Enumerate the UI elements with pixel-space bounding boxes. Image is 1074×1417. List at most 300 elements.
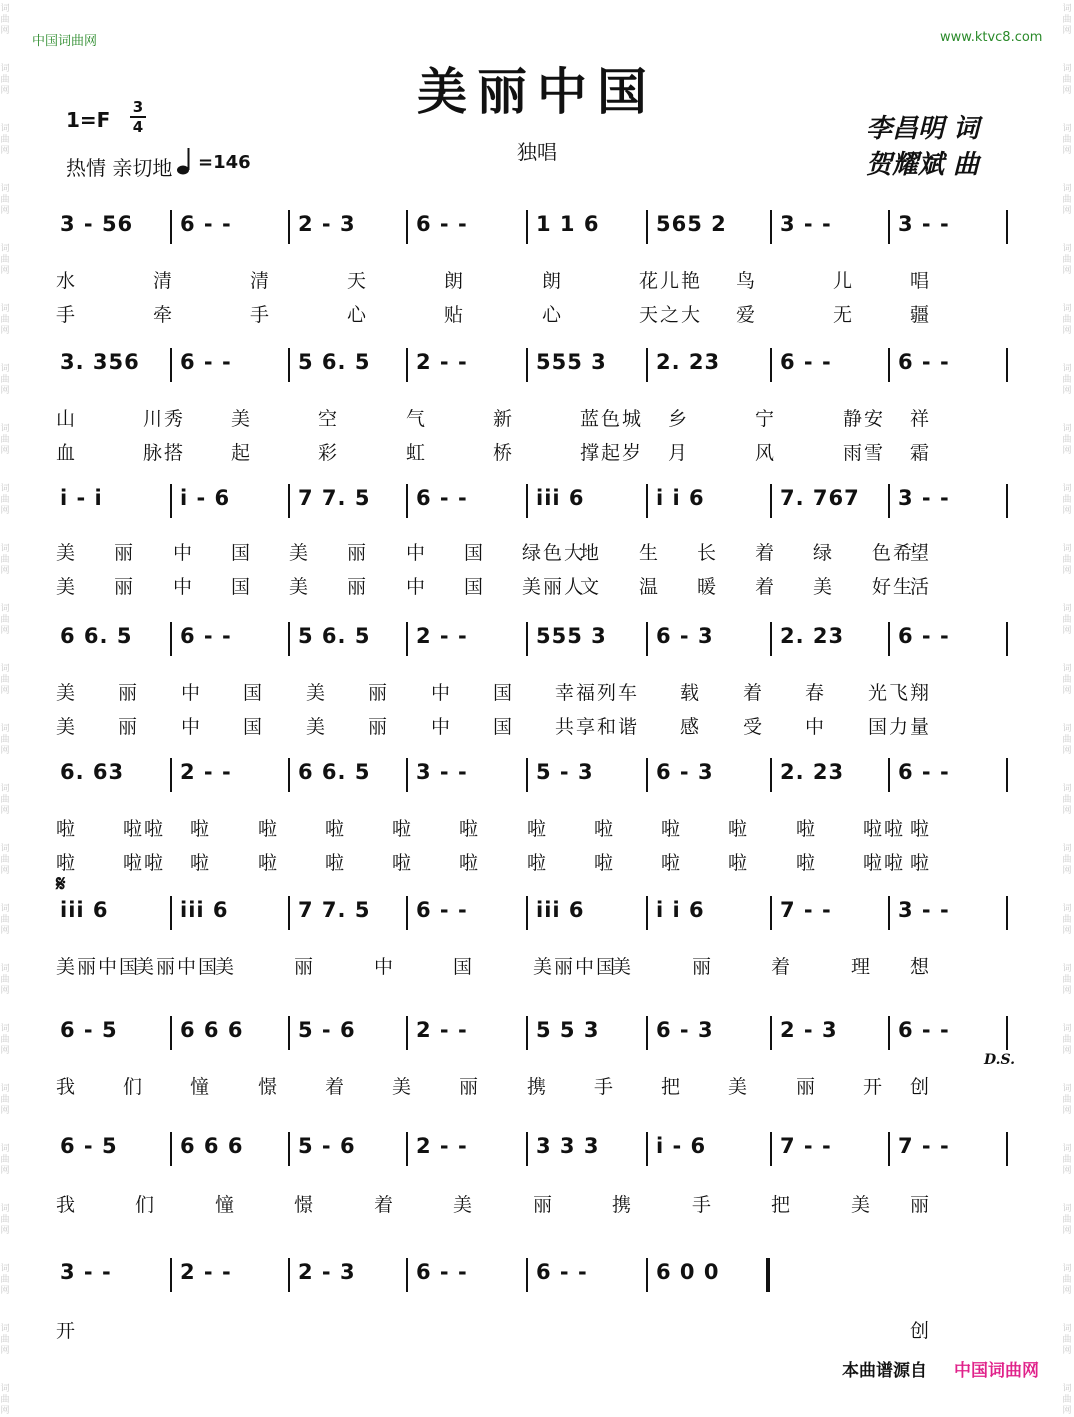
lyric-word: 感 [680, 716, 702, 738]
lyric-word: 色希 [872, 542, 915, 564]
measure-notes: 6 - 3 [656, 624, 714, 648]
lyric-word: 中 [406, 542, 428, 564]
lyric-word: 气 [406, 408, 428, 430]
measure-notes: 6 - - [416, 1260, 468, 1284]
measure-notes: 2 - - [416, 624, 468, 648]
lyric-word: 丽 [459, 1076, 481, 1098]
watermark-text: 词 曲 网 [1062, 1264, 1072, 1296]
bar-line [288, 896, 290, 930]
measure-notes: 2 - 3 [298, 212, 356, 236]
watermark-text: 词 曲 网 [1062, 4, 1072, 36]
watermark-text: 词 曲 网 [1062, 1204, 1072, 1236]
measure-notes: 5 6. 5 [298, 624, 371, 648]
measure-notes: 6 - - [180, 350, 232, 374]
bar-line [288, 210, 290, 244]
lyric-word: 美 [56, 576, 78, 598]
measure-notes: 6. 63 [60, 760, 125, 784]
lyric-word: 想 [910, 956, 932, 978]
lyric-word: 啦 [459, 852, 481, 874]
lyric-word: 着 [755, 542, 777, 564]
measure-notes: 6 6. 5 [298, 760, 371, 784]
lyric-word: 温 [639, 576, 661, 598]
bar-line [1006, 622, 1008, 656]
bar-line [526, 1132, 528, 1166]
measure-notes: i i 6 [656, 486, 705, 510]
lyric-word: 创 [910, 1076, 932, 1098]
watermark-text: 词 曲 网 [0, 964, 10, 996]
bar-line [888, 1016, 890, 1050]
lyric-word: 啦 [56, 818, 78, 840]
lyric-word: 唱 [910, 270, 932, 292]
lyric-word: 啦 [325, 818, 347, 840]
bar-line [526, 348, 528, 382]
measure-notes: 6 - 5 [60, 1134, 118, 1158]
lyric-word: 着 [374, 1194, 396, 1216]
bar-line [770, 622, 772, 656]
lyric-word: 啦 [459, 818, 481, 840]
bar-line [170, 758, 172, 792]
watermark-text: 词 曲 网 [0, 1264, 10, 1296]
lyric-word: 起 [231, 442, 253, 464]
measure-notes: 6 - - [416, 898, 468, 922]
bar-line [526, 1258, 528, 1292]
composer-credit: 贺耀斌 曲 [866, 150, 980, 180]
measure-notes: 2 - - [416, 350, 468, 374]
lyric-word: 月 [668, 442, 690, 464]
lyric-word: 疆 [910, 304, 932, 326]
lyric-word: 美 [306, 716, 328, 738]
bar-line [766, 1258, 770, 1292]
watermark-text: 词 曲 网 [1062, 1384, 1072, 1416]
lyric-word: 清 [250, 270, 272, 292]
measure-notes: 2. 23 [780, 760, 845, 784]
lyric-word: 虹 [406, 442, 428, 464]
measure-notes: i i 6 [656, 898, 705, 922]
lyric-word: 国 [243, 682, 265, 704]
lyric-word: 活 [910, 576, 932, 598]
lyric-word: 绿 [813, 542, 835, 564]
watermark-text: 词 曲 网 [0, 1144, 10, 1176]
lyric-word: 美 [851, 1194, 873, 1216]
measure-notes: iii 6 [536, 486, 585, 510]
measure-notes: 555 3 [536, 350, 607, 374]
lyric-word: 脉搭 [143, 442, 186, 464]
lyric-word: 中 [181, 716, 203, 738]
measure-notes: 7 - - [780, 898, 832, 922]
measure-notes: 3. 356 [60, 350, 140, 374]
lyric-word: 望 [910, 542, 932, 564]
lyric-word: 贴 [444, 304, 466, 326]
measure-notes: 5 - 6 [298, 1134, 356, 1158]
watermark-text: 词 曲 网 [0, 1024, 10, 1056]
watermark-text: 词 曲 网 [1062, 424, 1072, 456]
bar-line [288, 758, 290, 792]
measure-notes: 6 - - [416, 212, 468, 236]
bar-line [646, 896, 648, 930]
lyric-word: 啦 [661, 852, 683, 874]
lyric-word: 手 [594, 1076, 616, 1098]
lyric-word: 我 [56, 1194, 78, 1216]
lyric-word: 啦啦 [863, 852, 906, 874]
lyric-word: 朗 [444, 270, 466, 292]
dal-segno-mark: D.S. [984, 1052, 1016, 1068]
lyric-word: 无 [833, 304, 855, 326]
measure-notes: 7 - - [898, 1134, 950, 1158]
watermark-text: 词 曲 网 [0, 364, 10, 396]
watermark-text: 词 曲 网 [0, 1204, 10, 1236]
lyric-word: 乡 [668, 408, 690, 430]
bar-line [526, 622, 528, 656]
bar-line [888, 484, 890, 518]
footer-source-site: 中国词曲网 [954, 1361, 1039, 1381]
measure-notes: 6 - - [898, 624, 950, 648]
bar-line [406, 622, 408, 656]
lyric-word: 啦 [728, 852, 750, 874]
measure-notes: 6 - - [536, 1260, 588, 1284]
bar-line [646, 1016, 648, 1050]
watermark-text: 词 曲 网 [1062, 184, 1072, 216]
lyric-word: 中 [173, 542, 195, 564]
lyric-word: 好生 [872, 576, 915, 598]
measure-notes: i - 6 [656, 1134, 707, 1158]
watermark-text: 词 曲 网 [0, 664, 10, 696]
measure-notes: 6 0 0 [656, 1260, 720, 1284]
bar-line [170, 1016, 172, 1050]
lyric-word: 光飞 [868, 682, 911, 704]
lyric-word: 憬 [258, 1076, 280, 1098]
watermark-text: 词 曲 网 [1062, 964, 1072, 996]
watermark-text: 词 曲 网 [1062, 484, 1072, 516]
bar-line [1006, 896, 1008, 930]
lyric-word: 啦啦 [123, 852, 166, 874]
measure-notes: 3 - - [898, 898, 950, 922]
measure-notes: 565 2 [656, 212, 727, 236]
lyric-word: 美 [215, 956, 237, 978]
watermark-text: 词 曲 网 [1062, 1024, 1072, 1056]
lyric-word: 蓝色城 [580, 408, 644, 430]
bar-line [526, 758, 528, 792]
watermark-text: 词 曲 网 [1062, 1324, 1072, 1356]
lyric-word: 中 [181, 682, 203, 704]
bar-line [288, 1258, 290, 1292]
lyric-word: 桥 [493, 442, 515, 464]
lyric-word: 啦 [392, 818, 414, 840]
measure-notes: 5 6. 5 [298, 350, 371, 374]
lyric-word: 长 [697, 542, 719, 564]
lyric-word: 天 [347, 270, 369, 292]
watermark-text: 词 曲 网 [1062, 904, 1072, 936]
bar-line [170, 1258, 172, 1292]
lyric-word: 美丽人 [522, 576, 586, 598]
measure-notes: i - i [60, 486, 103, 510]
lyric-word: 暖 [697, 576, 719, 598]
lyric-word: 把 [771, 1194, 793, 1216]
bar-line [288, 1132, 290, 1166]
bar-line [526, 1016, 528, 1050]
watermark-text: 词 曲 网 [1062, 604, 1072, 636]
measure-notes: 5 - 3 [536, 760, 594, 784]
lyric-word: 啦 [594, 852, 616, 874]
lyric-word: 国 [453, 956, 475, 978]
measure-notes: 6 6. 5 [60, 624, 133, 648]
lyric-word: 丽 [118, 716, 140, 738]
lyric-word: 啦 [661, 818, 683, 840]
lyric-word: 啦 [594, 818, 616, 840]
measure-notes: 6 - - [898, 1018, 950, 1042]
lyric-word: 山 [56, 408, 78, 430]
lyric-word: 国 [493, 716, 515, 738]
bar-line [170, 348, 172, 382]
bar-line [406, 896, 408, 930]
measure-notes: 2 - - [416, 1134, 468, 1158]
measure-notes: 3 3 3 [536, 1134, 600, 1158]
measure-notes: 2. 23 [780, 624, 845, 648]
lyric-word: 啦 [910, 852, 932, 874]
bar-line [288, 348, 290, 382]
lyric-word: 中 [374, 956, 396, 978]
bar-line [288, 484, 290, 518]
lyric-word: 啦 [190, 818, 212, 840]
watermark-text: 词 曲 网 [1062, 364, 1072, 396]
lyric-word: 血 [56, 442, 78, 464]
measure-notes: 3 - - [416, 760, 468, 784]
lyric-word: 祥 [910, 408, 932, 430]
bar-line [170, 622, 172, 656]
measure-notes: 2 - 3 [298, 1260, 356, 1284]
watermark-text: 词 曲 网 [0, 4, 10, 36]
lyric-word: 啦 [910, 818, 932, 840]
measure-notes: 6 - - [180, 624, 232, 648]
watermark-text: 词 曲 网 [1062, 844, 1072, 876]
lyric-word: 啦啦 [123, 818, 166, 840]
lyric-word: 携 [612, 1194, 634, 1216]
measure-notes: 2. 23 [656, 350, 721, 374]
bar-line [406, 210, 408, 244]
measure-notes: 3 - - [898, 212, 950, 236]
lyric-word: 丽 [114, 542, 136, 564]
measure-notes: iii 6 [180, 898, 229, 922]
lyric-word: 雨雪 [843, 442, 886, 464]
bar-line [406, 484, 408, 518]
bar-line [406, 1132, 408, 1166]
lyric-word: 手 [56, 304, 78, 326]
lyric-word: 着 [743, 682, 765, 704]
key-signature: 1=F [66, 108, 111, 132]
watermark-text: 词 曲 网 [0, 604, 10, 636]
measure-notes: 3 - - [898, 486, 950, 510]
bar-line [526, 210, 528, 244]
lyric-word: 美 [289, 542, 311, 564]
lyric-word: 着 [325, 1076, 347, 1098]
site-name-left: 中国词曲网 [32, 34, 98, 49]
measure-notes: 3 - - [780, 212, 832, 236]
lyric-word: 美 [728, 1076, 750, 1098]
watermark-text: 词 曲 网 [0, 1324, 10, 1356]
measure-notes: 2 - 3 [780, 1018, 838, 1042]
lyric-word: 啦 [796, 852, 818, 874]
lyric-word: 花儿艳 [639, 270, 703, 292]
lyric-word: 国 [231, 542, 253, 564]
lyric-word: 啦 [190, 852, 212, 874]
measure-notes: 6 6 6 [180, 1134, 244, 1158]
lyric-word: 丽 [692, 956, 714, 978]
lyric-word: 共享和 [555, 716, 619, 738]
lyric-word: 美丽中国 [533, 956, 618, 978]
bar-line [406, 758, 408, 792]
time-signature-top: 3 [132, 98, 144, 116]
lyric-word: 清 [153, 270, 175, 292]
lyric-word: 国力 [868, 716, 911, 738]
watermark-text: 词 曲 网 [0, 64, 10, 96]
watermark-text: 词 曲 网 [0, 184, 10, 216]
lyric-word: 天之大 [639, 304, 703, 326]
lyric-word: 美 [289, 576, 311, 598]
lyric-word: 载 [680, 682, 702, 704]
lyric-word: 丽 [533, 1194, 555, 1216]
bar-line [406, 348, 408, 382]
bar-line [170, 484, 172, 518]
measure-notes: 7. 767 [780, 486, 860, 510]
lyric-word: 谐 [618, 716, 640, 738]
lyric-word: 丽 [368, 716, 390, 738]
lyric-word: 丽 [114, 576, 136, 598]
lyric-word: 啦 [527, 852, 549, 874]
lyric-word: 啦 [796, 818, 818, 840]
performance-type: 独唱 [517, 140, 557, 164]
measure-notes: 6 - - [780, 350, 832, 374]
lyric-word: 美丽中国 [135, 956, 220, 978]
lyric-word: 美 [56, 682, 78, 704]
bar-line [1006, 1016, 1008, 1050]
lyric-word: 心 [542, 304, 564, 326]
lyric-word: 啦 [527, 818, 549, 840]
watermark-text: 词 曲 网 [1062, 124, 1072, 156]
segno-mark: 𝄋 [56, 872, 66, 897]
measure-notes: 5 5 3 [536, 1018, 600, 1042]
measure-notes: 6 - 3 [656, 760, 714, 784]
lyric-word: 把 [661, 1076, 683, 1098]
lyric-word: 地 [580, 542, 602, 564]
lyric-word: 中 [431, 716, 453, 738]
lyric-word: 啦啦 [863, 818, 906, 840]
bar-line [770, 1132, 772, 1166]
measure-notes: 6 - 5 [60, 1018, 118, 1042]
watermark-text: 词 曲 网 [1062, 64, 1072, 96]
watermark-text: 词 曲 网 [0, 1384, 10, 1416]
lyric-word: 丽 [347, 542, 369, 564]
watermark-text: 词 曲 网 [0, 244, 10, 276]
lyric-word: 中 [406, 576, 428, 598]
lyric-word: 文 [580, 576, 602, 598]
lyricist-credit: 李昌明 词 [866, 114, 980, 144]
watermark-text: 词 曲 网 [0, 784, 10, 816]
measure-notes: 7 7. 5 [298, 486, 371, 510]
lyric-word: 丽 [347, 576, 369, 598]
lyric-word: 心 [347, 304, 369, 326]
lyric-word: 中 [431, 682, 453, 704]
lyric-word: 手 [250, 304, 272, 326]
lyric-word: 受 [743, 716, 765, 738]
watermark-text: 词 曲 网 [0, 124, 10, 156]
time-signature-bottom: 4 [130, 116, 146, 136]
lyric-word: 啦 [258, 852, 280, 874]
measure-notes: 3 - 56 [60, 212, 134, 236]
watermark-text: 词 曲 网 [0, 844, 10, 876]
bar-line [406, 1258, 408, 1292]
watermark-text: 词 曲 网 [0, 484, 10, 516]
watermark-text: 词 曲 网 [1062, 724, 1072, 756]
lyric-word: 空 [318, 408, 340, 430]
lyric-word: 朗 [542, 270, 564, 292]
lyric-word: 生 [639, 542, 661, 564]
bar-line [646, 1132, 648, 1166]
watermark-text: 词 曲 网 [1062, 544, 1072, 576]
measure-notes: 2 - - [180, 760, 232, 784]
measure-notes: 6 - 3 [656, 1018, 714, 1042]
footer-source-label: 本曲谱源自 [842, 1361, 927, 1381]
lyric-word: 量 [910, 716, 932, 738]
bar-line [526, 484, 528, 518]
bar-line [1006, 758, 1008, 792]
bar-line [170, 896, 172, 930]
bar-line [770, 210, 772, 244]
bar-line [770, 348, 772, 382]
bar-line [888, 622, 890, 656]
lyric-word: 美 [306, 682, 328, 704]
lyric-word: 着 [771, 956, 793, 978]
lyric-word: 啦 [56, 852, 78, 874]
watermark-text: 词 曲 网 [0, 304, 10, 336]
bar-line [646, 758, 648, 792]
lyric-word: 幸福列 [555, 682, 619, 704]
tempo-bpm: =146 [198, 152, 251, 173]
lyric-word: 美 [392, 1076, 414, 1098]
measure-notes: 7 - - [780, 1134, 832, 1158]
lyric-word: 静安 [843, 408, 886, 430]
watermark-text: 词 曲 网 [1062, 784, 1072, 816]
bar-line [888, 348, 890, 382]
watermark-text: 词 曲 网 [0, 544, 10, 576]
lyric-word: 丽 [118, 682, 140, 704]
lyric-word: 啦 [392, 852, 414, 874]
time-signature [130, 98, 146, 136]
lyric-word: 理 [851, 956, 873, 978]
bar-line [770, 896, 772, 930]
lyric-word: 儿 [833, 270, 855, 292]
bar-line [646, 210, 648, 244]
measure-notes: 1 1 6 [536, 212, 600, 236]
lyric-word: 彩 [318, 442, 340, 464]
bar-line [1006, 210, 1008, 244]
lyric-word: 啦 [325, 852, 347, 874]
lyric-word: 撑起岁 [580, 442, 644, 464]
lyric-word: 丽 [910, 1194, 932, 1216]
lyric-word: 美 [612, 956, 634, 978]
bar-line [526, 896, 528, 930]
lyric-word: 啦 [258, 818, 280, 840]
measure-notes: iii 6 [536, 898, 585, 922]
measure-notes: 3 - - [60, 1260, 112, 1284]
bar-line [888, 896, 890, 930]
lyric-word: 着 [755, 576, 777, 598]
measure-notes: 6 - - [416, 486, 468, 510]
lyric-word: 丽 [294, 956, 316, 978]
watermark-text: 词 曲 网 [1062, 1084, 1072, 1116]
lyric-word: 车 [618, 682, 640, 704]
lyric-word: 开 [863, 1076, 885, 1098]
lyric-word: 牵 [153, 304, 175, 326]
measure-notes: 2 - - [416, 1018, 468, 1042]
